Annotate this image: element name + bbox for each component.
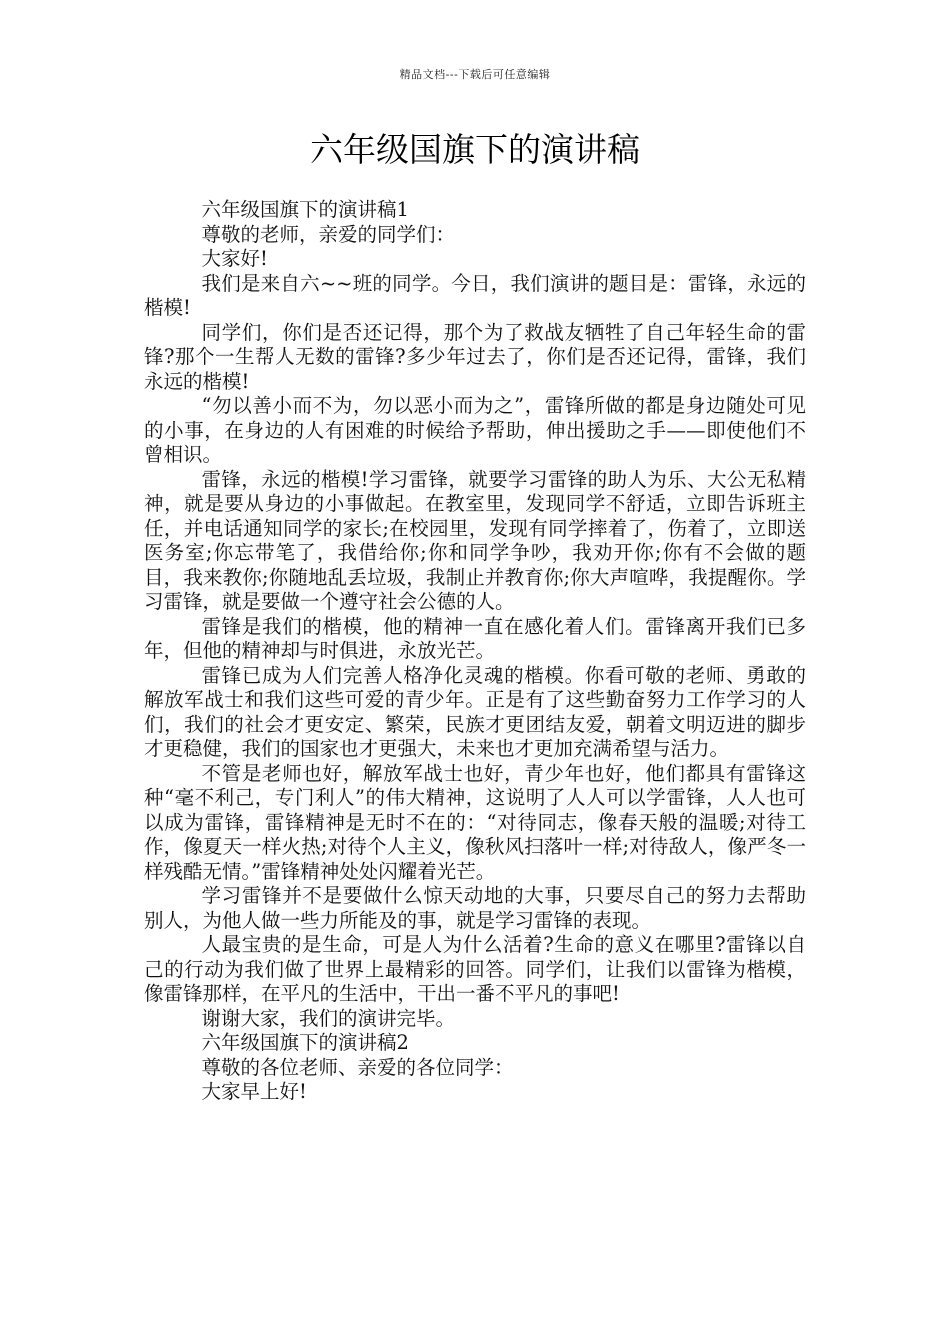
paragraph: 人最宝贵的是生命，可是人为什么活着?生命的意义在哪里?雷锋以自己的行动为我们做了世界上最精彩的回答。同学们，让我们以雷锋为楷模，像雷锋那样，在平凡的生活中，干出一番不平凡的事吧! xyxy=(144,933,806,1005)
paragraph: 同学们，你们是否还记得，那个为了救战友牺牲了自己年轻生命的雷锋?那个一生帮人无数的雷锋?多少年过去了，你们是否还记得，雷锋，我们永远的楷模! xyxy=(144,320,806,393)
paragraph-greeting: 大家好! xyxy=(201,247,268,270)
paragraph-speech-1-heading: 六年级国旗下的演讲稿1 xyxy=(201,198,409,221)
paragraph-salutation: 尊敬的老师，亲爱的同学们： xyxy=(201,222,456,246)
paragraph: “勿以善小而不为，勿以恶小而为之”，雷锋所做的都是身边随处可见的小事，在身边的人有困难的时候给予帮助，伸出援助之手——即使他们不曾相识。 xyxy=(144,394,806,466)
paragraph: 学习雷锋并不是要做什么惊天动地的大事，只要尽自己的努力去帮助别人，为他人做一些力所能及的事，就是学习雷锋的表现。 xyxy=(144,884,806,932)
paragraph-greeting: 大家早上好! xyxy=(201,1080,307,1103)
paragraph: 雷锋是我们的楷模，他的精神一直在感化着人们。雷锋离开我们已多年，但他的精神却与时俱进，永放光芒。 xyxy=(144,614,806,662)
document-body xyxy=(144,198,806,1105)
paragraph: 我们是来自六~~班的同学。今日，我们演讲的题目是：雷锋，永远的楷模! xyxy=(144,271,806,319)
paragraph: 不管是老师也好，解放军战士也好，青少年也好，他们都具有雷锋这种“毫不利己，专门利人”的伟大精神，这说明了人人可以学雷锋，人人也可以成为雷锋，雷锋精神是无时不在的：“对待同志，像春天般的温暖;对待工作，像夏天一样火热;对待个人主义，像秋风扫落叶一样;对待敌人，像严冬一样残酷无情。”雷锋精神处处闪耀着光芒。 xyxy=(144,761,806,883)
paragraph-speech-2-heading: 六年级国旗下的演讲稿2 xyxy=(201,1031,409,1054)
document-title: 六年级国旗下的演讲稿 xyxy=(310,130,640,169)
paragraph: 雷锋，永远的楷模!学习雷锋，就要学习雷锋的助人为乐、大公无私精神，就是要从身边的小事做起。在教室里，发现同学不舒适，立即告诉班主任，并电话通知同学的家长;在校园里，发现有同学摔着了，伤着了，立即送医务室;你忘带笔了，我借给你;你和同学争吵，我劝开你;你有不会做的题目，我来教你;你随地乱丢垃圾，我制止并教育你;你大声喧哗，我提醒你。学习雷锋，就是要做一个遵守社会公德的人。 xyxy=(144,467,806,613)
paragraph-salutation: 尊敬的各位老师、亲爱的各位同学： xyxy=(201,1055,514,1079)
paragraph: 雷锋已成为人们完善人格净化灵魂的楷模。你看可敬的老师、勇敢的解放军战士和我们这些可爱的青少年。正是有了这些勤奋努力工作学习的人们，我们的社会才更安定、繁荣，民族才更团结友爱，朝着文明迈进的脚步才更稳健，我们的国家也才更强大，未来也才更加充满希望与活力。 xyxy=(144,663,806,760)
page-header-note: 精品文档---下载后可任意编辑 xyxy=(399,68,551,81)
paragraph-closing: 谢谢大家，我们的演讲完毕。 xyxy=(201,1006,456,1030)
